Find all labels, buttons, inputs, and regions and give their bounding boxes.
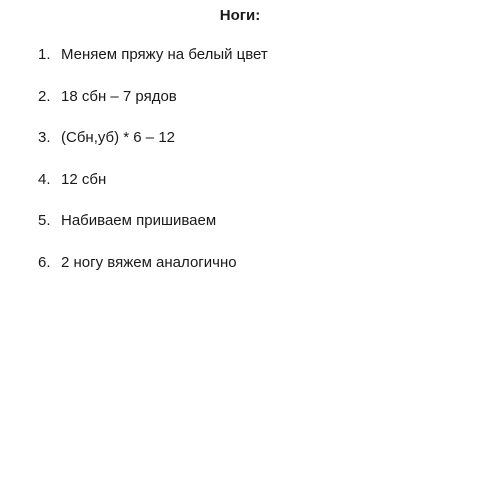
step-number: 4. xyxy=(38,170,51,188)
list-item xyxy=(0,170,480,212)
list-item xyxy=(0,87,480,129)
step-text: Меняем пряжу на белый цвет xyxy=(61,46,268,63)
step-text: 12 сбн xyxy=(61,170,107,188)
list-item xyxy=(0,253,480,295)
step-number: 2. xyxy=(38,87,51,105)
step-number: 5. xyxy=(38,212,51,230)
steps-list xyxy=(0,45,480,295)
step-text: (Сбн,уб) * 6 – 12 xyxy=(61,129,176,147)
step-number: 6. xyxy=(38,253,51,271)
document-title: Ноги: xyxy=(219,7,261,24)
list-item xyxy=(0,211,480,253)
step-number: 3. xyxy=(38,129,51,147)
step-number: 1. xyxy=(38,46,51,63)
list-item xyxy=(0,128,480,170)
list-item xyxy=(0,45,480,87)
step-text: 2 ногу вяжем аналогично xyxy=(61,253,237,271)
step-text: 18 сбн – 7 рядов xyxy=(61,87,177,105)
step-text: Набиваем пришиваем xyxy=(61,212,217,230)
